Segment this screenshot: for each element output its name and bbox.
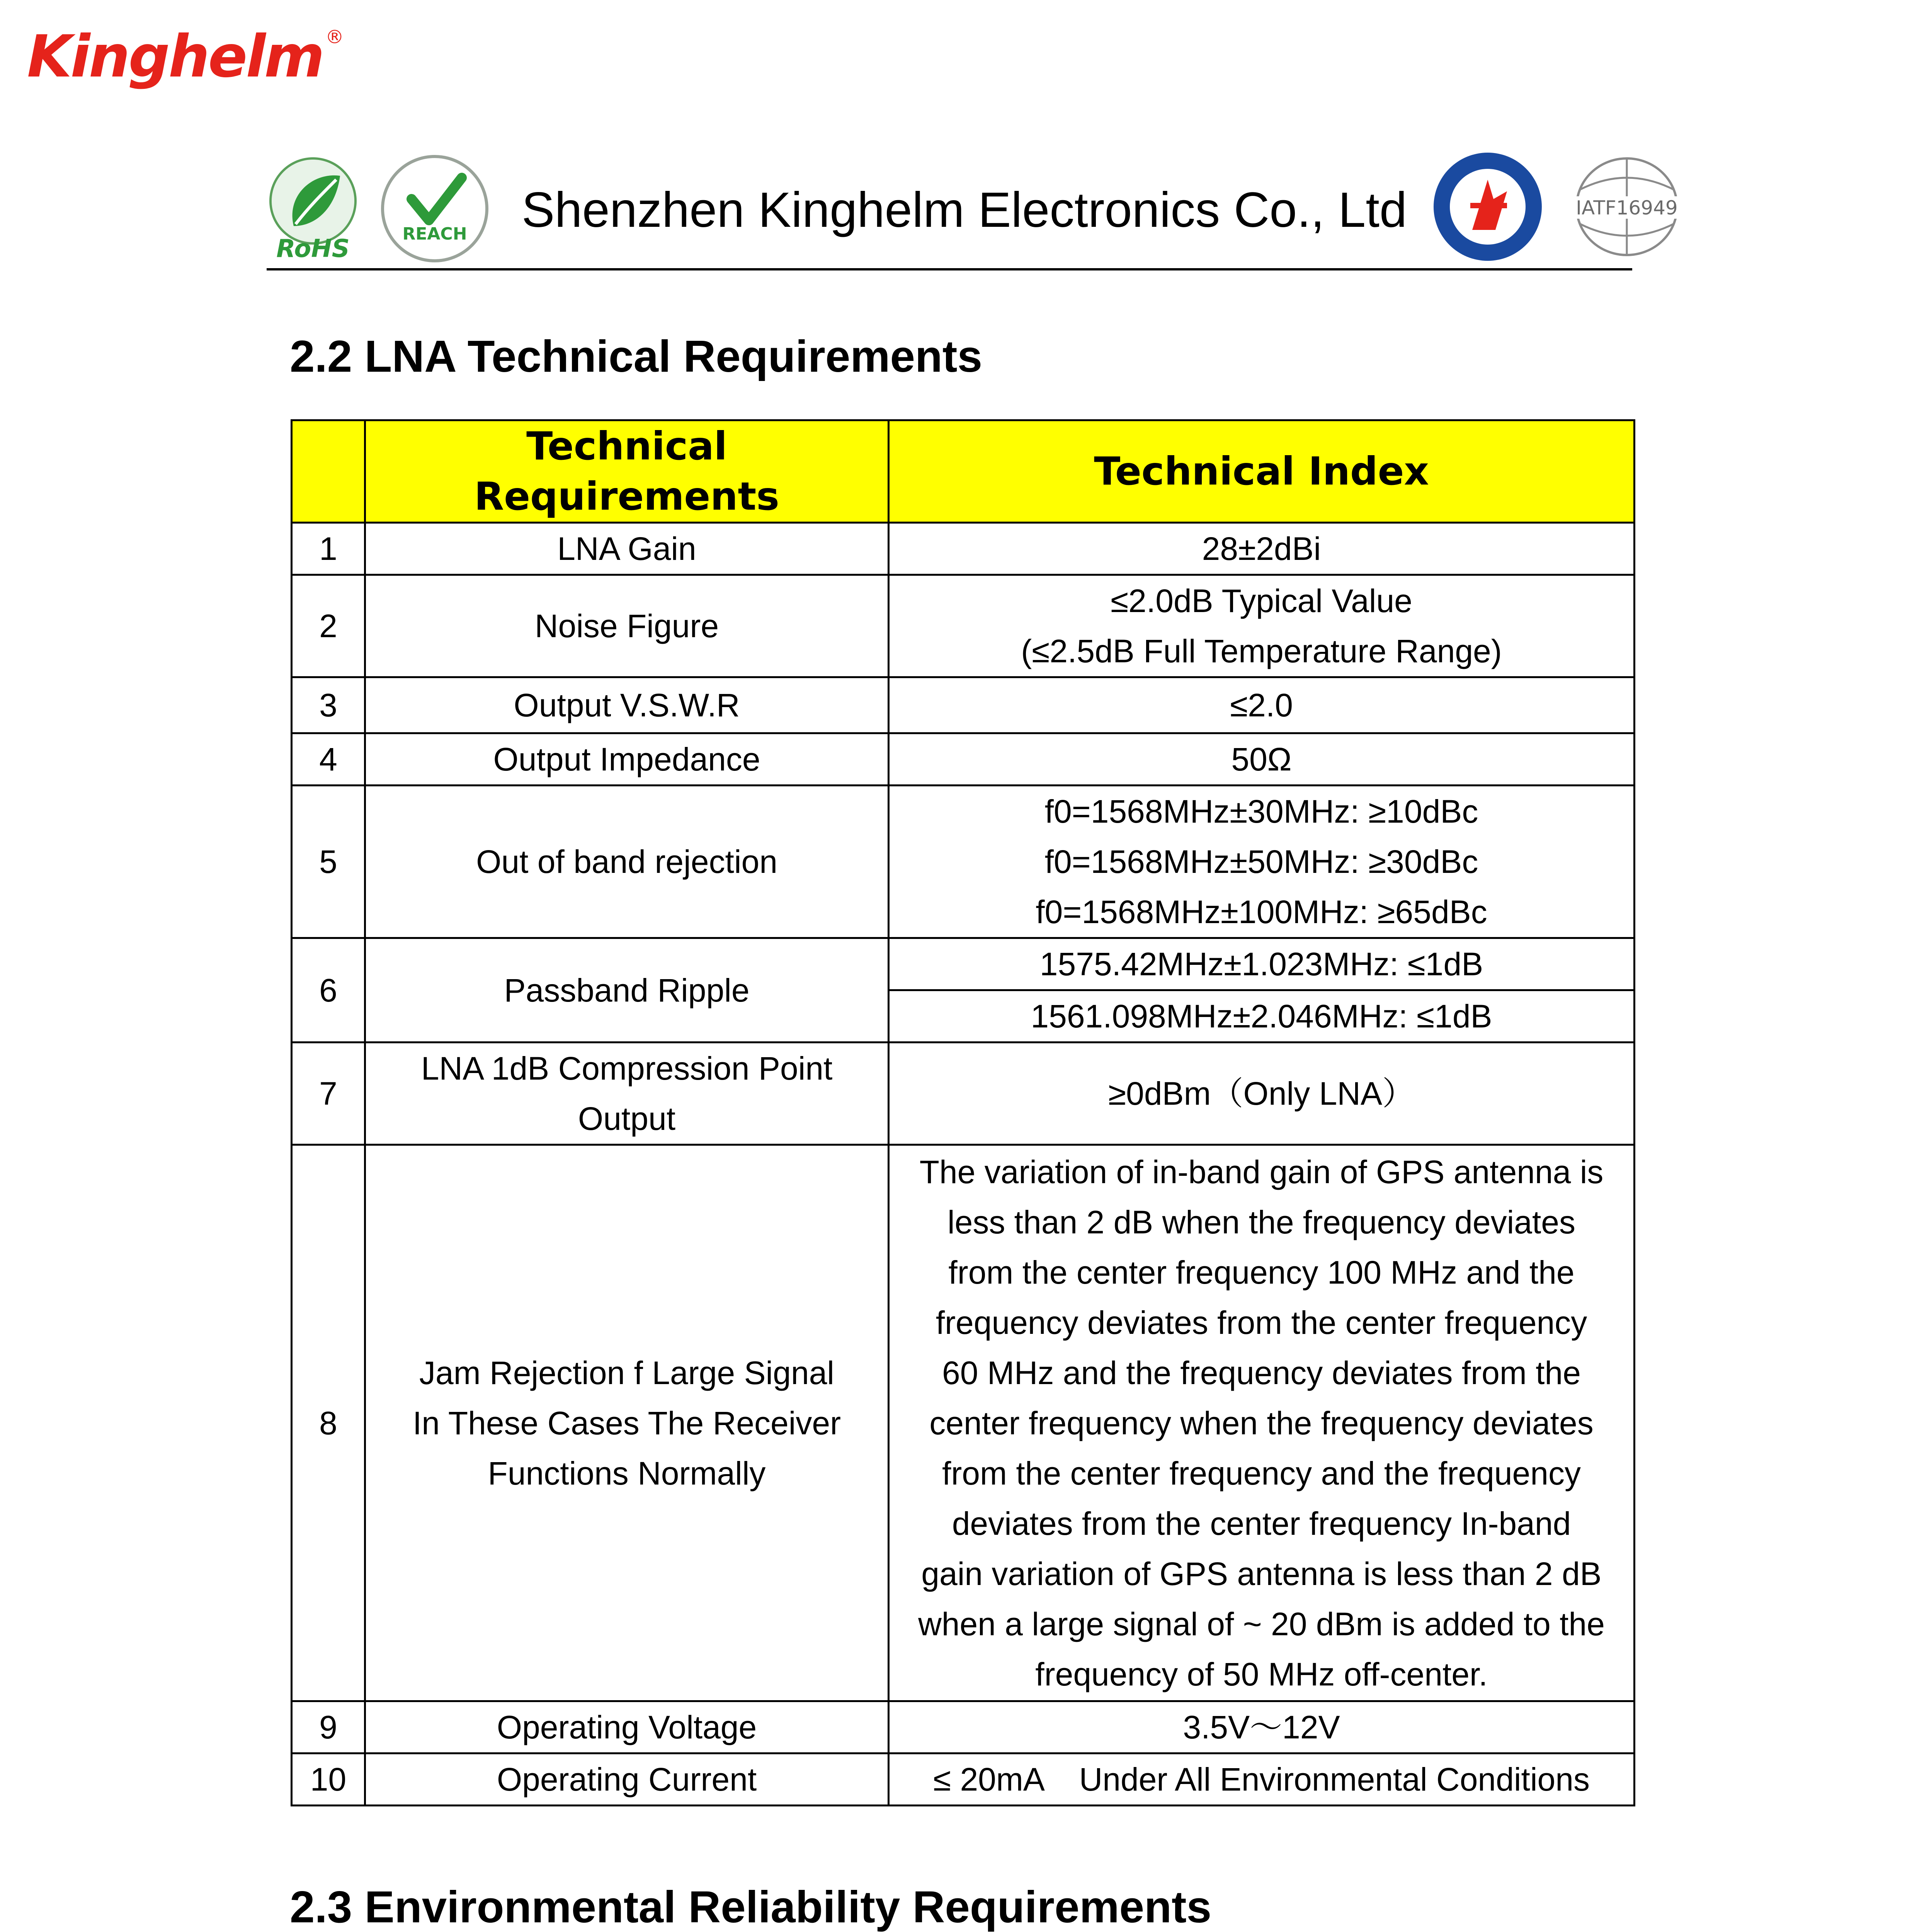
- row-number: 1: [292, 523, 365, 575]
- index-cell: 28±2dBi: [889, 523, 1635, 575]
- requirement-cell: Out of band rejection: [365, 786, 889, 938]
- index-line: less than 2 dB when the frequency deviates: [947, 1204, 1576, 1240]
- row-number: 2: [292, 575, 365, 677]
- table-row: [292, 1145, 1635, 1701]
- table-row: [292, 523, 1635, 575]
- row-number: 5: [292, 786, 365, 938]
- rohs-logo-text: RoHS: [276, 235, 350, 263]
- requirement-cell: Noise Figure: [365, 575, 889, 677]
- row-number: 10: [292, 1753, 365, 1806]
- requirement-line: In These Cases The Receiver: [412, 1405, 841, 1441]
- index-line: 60 MHz and the frequency deviates from the: [942, 1354, 1581, 1391]
- requirement-line: Output: [578, 1100, 676, 1137]
- table-row: [292, 677, 1635, 733]
- requirement-line: Jam Rejection f Large Signal: [419, 1354, 834, 1391]
- row-number: 7: [292, 1043, 365, 1145]
- requirement-cell: Passband Ripple: [365, 938, 889, 1043]
- row-number: 4: [292, 733, 365, 786]
- header-technical-requirements: Technical Requirements: [365, 420, 889, 523]
- section-title-lna: 2.2 LNA Technical Requirements: [290, 331, 983, 381]
- table-row: [292, 575, 1635, 677]
- table-row: [292, 1701, 1635, 1753]
- header-divider: [267, 268, 1632, 270]
- index-cell: 1575.42MHz±1.023MHz: ≤1dB: [889, 938, 1635, 990]
- requirement-cell: Output V.S.W.R: [365, 677, 889, 733]
- row-number: 8: [292, 1145, 365, 1701]
- index-cell: ≤2.0: [889, 677, 1635, 733]
- index-line: f0=1568MHz±30MHz: ≥10dBc: [1044, 793, 1478, 830]
- index-cell: ≥0dBm（Only LNA）: [889, 1043, 1635, 1145]
- index-line: from the center frequency 100 MHz and the: [948, 1254, 1575, 1291]
- index-line: deviates from the center frequency In-band: [952, 1505, 1571, 1542]
- table-row: [292, 1753, 1635, 1806]
- reach-logo: [379, 153, 491, 265]
- iatf-logo-text: IATF16949: [1576, 197, 1678, 219]
- company-name: Shenzhen Kinghelm Electronics Co., Ltd: [522, 182, 1407, 238]
- index-cell: [889, 1145, 1635, 1701]
- requirement-cell: Operating Current: [365, 1753, 889, 1806]
- row-number: 6: [292, 938, 365, 1043]
- index-line: frequency of 50 MHz off-center.: [1035, 1656, 1488, 1692]
- requirement-cell: [365, 1043, 889, 1145]
- requirement-cell: LNA Gain: [365, 523, 889, 575]
- index-line: The variation of in-band gain of GPS antenna is: [919, 1153, 1604, 1190]
- certification-seal-logo: [1430, 149, 1546, 265]
- lna-requirements-table: [291, 419, 1635, 1806]
- index-line: from the center frequency and the frequency: [942, 1455, 1581, 1492]
- index-line: when a large signal of ~ 20 dBm is added to the: [918, 1605, 1605, 1642]
- row-number: 3: [292, 677, 365, 733]
- requirement-cell: Output Impedance: [365, 733, 889, 786]
- table-header-row: [292, 420, 1635, 523]
- index-line: (≤2.5dB Full Temperature Range): [1021, 633, 1502, 669]
- iatf-logo: [1569, 151, 1685, 263]
- brand-logo: [27, 23, 343, 90]
- index-cell: 3.5V～12V: [889, 1701, 1635, 1753]
- table-row: [292, 786, 1635, 938]
- index-cell: 50Ω: [889, 733, 1635, 786]
- index-line: center frequency when the frequency deviates: [929, 1405, 1594, 1441]
- requirement-cell: Operating Voltage: [365, 1701, 889, 1753]
- index-cell: ≤ 20mA Under All Environmental Conditions: [889, 1753, 1635, 1806]
- index-line: ≤2.0dB Typical Value: [1111, 583, 1412, 619]
- index-cell: [889, 575, 1635, 677]
- requirement-cell: [365, 1145, 889, 1701]
- reach-logo-text: REACH: [402, 224, 467, 244]
- table-row: [292, 733, 1635, 786]
- index-line: f0=1568MHz±50MHz: ≥30dBc: [1044, 844, 1478, 880]
- requirement-line: LNA 1dB Compression Point: [421, 1050, 833, 1087]
- index-line: f0=1568MHz±100MHz: ≥65dBc: [1036, 894, 1487, 930]
- header-number-cell: [292, 420, 365, 523]
- brand-name: Kinghelm: [27, 23, 323, 90]
- header-technical-index: Technical Index: [889, 420, 1635, 523]
- row-number: 9: [292, 1701, 365, 1753]
- registered-mark: ®: [325, 26, 343, 48]
- table-row: [292, 1043, 1635, 1145]
- index-line: frequency deviates from the center frequency: [936, 1304, 1587, 1341]
- rohs-logo: [263, 153, 363, 265]
- section-title-environmental: 2.3 Environmental Reliability Requirements: [290, 1882, 1212, 1932]
- index-cell: 1561.098MHz±2.046MHz: ≤1dB: [889, 990, 1635, 1043]
- requirement-line: Functions Normally: [488, 1455, 766, 1492]
- index-cell: [889, 786, 1635, 938]
- table-row: [292, 938, 1635, 990]
- index-line: gain variation of GPS antenna is less than 2 dB: [921, 1555, 1602, 1592]
